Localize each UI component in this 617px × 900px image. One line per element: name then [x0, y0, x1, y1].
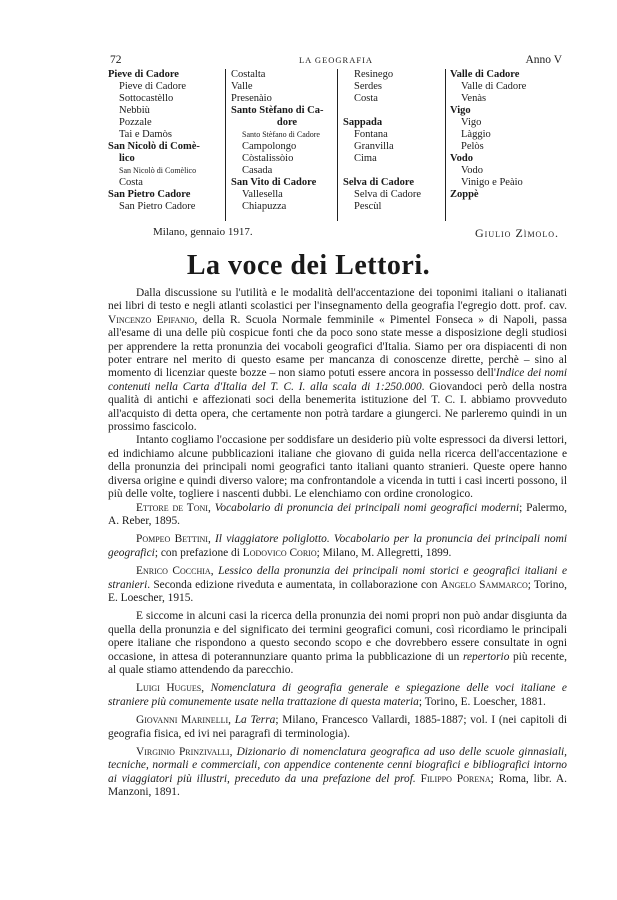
work-title: Il viaggiatore poliglotto. Vocabolario per la pronuncia dei principali nomi geografici [108, 533, 567, 559]
text-run: ; Roma, libr. A. Manzoni, 1891. [108, 772, 567, 799]
place-name: Vodo [461, 165, 483, 176]
paragraph [108, 287, 567, 434]
text-run: . Seconda edizione riveduta e aumentata, in collaborazione con [147, 578, 441, 591]
place-name: Costalta [231, 69, 266, 80]
author-name: Pompeo Bettini [136, 533, 208, 546]
journal-title: LA GEOGRAFIA [298, 55, 374, 65]
text-run: , [207, 501, 215, 514]
place-name: Valle [231, 81, 253, 92]
place-name: Cima [354, 153, 377, 164]
text-run: ; Torino, E. Loescher, 1881. [418, 695, 546, 708]
place-name: Pescùl [354, 201, 382, 212]
text-run: , della R. Scuola Normale femminile « Pimentel Fonseca » di Napoli, passa all'esame di una delle più cospicue fonti che da poco sono state messe a disposizione degli studiosi per apprendere la retta pronunzia dei vocaboli geografici d'Italia. Siamo per ora dispiacenti di non poter entrare nel merito di questo esame per mancanza di conoscenze dirette, perchè – sino al momento di licenziar queste bozze – non siamo potuti essere ancora in possesso dell' [108, 313, 567, 380]
place-name: Fontana [354, 129, 388, 140]
place-name: Vinigo e Peàio [461, 177, 523, 188]
text-run: . Giovandoci però della nostra qualità di antichi e affezionati soci della benemerita istituzione del T. C. I. abbiamo provveduto all'acquisto di detta opera, che certamente non potrà tardare a giungerci. Ne parleremo quindi in un prossimo fascicolo. [108, 380, 567, 434]
place-name: Serdes [354, 81, 382, 92]
place-name: Chiapuzza [242, 201, 287, 212]
place-name: Valle di Cadore [461, 81, 527, 92]
author-name: Filippo Porena [420, 772, 491, 785]
place-name: Pelòs [461, 141, 484, 152]
commune-heading: Pieve di Cadore [108, 69, 179, 80]
text-run: , [201, 682, 211, 695]
author-name: Giovanni Marinelli [136, 714, 229, 727]
section-title: La voce dei Lettori. [186, 250, 431, 281]
column-4 [445, 69, 568, 221]
text-run: più recente, al quale stiamo attendendo da parecchio. [108, 650, 567, 676]
place-name-columns [108, 69, 563, 219]
author-name: Angelo Sammarco [440, 578, 528, 591]
place-name: Nebbiù [119, 105, 150, 116]
commune-heading: Selva di Cadore [343, 177, 414, 188]
work-title: Lessico della pronunzia dei principali nomi storici e geografici italiani e stranieri [108, 565, 568, 591]
commune-heading: Zoppè [450, 189, 479, 200]
text-run: , [210, 565, 219, 578]
place-name: Costa [119, 177, 143, 188]
work-title: Dizionario di nomenclatura geografica ad uso delle scuole ginnasiali, tecniche, normali e commerciali, con appendice contenente cenni biografici e bibliografici intorno ai viaggiatori più illustri, preceduto da una prefazione del prof. [108, 746, 568, 785]
text-run: E siccome in alcuni casi la ricerca della pronunzia dei nomi propri non può andar disgiunta da quella della pronunzia e del significato dei termini geografici comuni, così ricordiamo le principali opere italiane che rispondono a questo secondo scopo e che dovrebbero essere consultate in ogni occasione, in attesa di poterannunziare quanto prima la pubblicazione di un [108, 610, 567, 663]
page-number: 72 [110, 54, 122, 66]
place-name: Venàs [461, 93, 487, 104]
paragraph [108, 714, 567, 741]
text-run: ; Palermo, A. Reber, 1895. [108, 501, 567, 527]
text-run: , [207, 533, 216, 546]
place-name: Còstalissòio [242, 153, 294, 164]
commune-heading: Vodo [450, 153, 473, 164]
paragraph [108, 746, 567, 800]
author-signature: Giulio Zìmolo. [475, 226, 559, 240]
work-title: La Terra [234, 714, 276, 727]
commune-heading: San Nicolò di Comè- [108, 141, 200, 152]
paragraph [108, 502, 567, 529]
place-name: Sottocastèllo [119, 93, 174, 104]
paragraph [108, 434, 567, 501]
text-run: ; Milano, M. Allegretti, 1899. [316, 546, 452, 559]
place-name: Làggio [461, 129, 491, 140]
place-name [343, 165, 453, 177]
place-name: Campolongo [242, 141, 297, 152]
place-name: Granvilla [354, 141, 394, 152]
paragraph [108, 533, 567, 560]
text-run: , [228, 714, 235, 727]
column-2 [225, 69, 343, 221]
volume-label: Anno V [525, 54, 562, 66]
author-name: Enrico Cocchia [136, 565, 211, 578]
commune-heading: Vigo [450, 105, 471, 116]
place-name: Casada [242, 165, 273, 176]
place-name: Costa [354, 93, 378, 104]
place-name: Pieve di Cadore [119, 81, 187, 92]
paragraph [108, 565, 567, 605]
paragraph [108, 682, 567, 709]
paragraph [108, 610, 567, 677]
author-name: Vincenzo Epifanio [108, 313, 195, 326]
place-name: San Nicolò di Comèlico [119, 166, 197, 175]
work-title: Nomenclatura di geografia generale e spiegazione delle voci italiane e straniere più comunemente usate nella trattazione di questa materia [108, 682, 567, 708]
commune-heading: dore [276, 117, 298, 128]
text-run: Intanto cogliamo l'occasione per soddisfare un desiderio più volte espressoci da diversi lettori, ed indichiamo alcune pubblicazioni italiane che giovano di guida nella ricerca dell'accentazione e della pronunzia dei principali nomi geografici tanto italiani quanto stranieri. Queste opere hanno diversa origine e quindi diverso valore; ma confrontandole a vicenda in tutti i casi incerti possono, il più delle volte, togliere i nascenti dubbi. Le elenchiamo con ordine cronologico. [108, 434, 567, 501]
text-run: ; Milano, Francesco Vallardi, 1885-1887; vol. I (nei capitoli di geografia fisica, ed ivi nei paragrafi di terminologia). [108, 714, 567, 740]
commune-heading: San Pietro Cadore [108, 189, 191, 200]
page-header [110, 54, 562, 68]
work-title: Vocabolario di pronuncia dei principali nomi geografici moderni [214, 501, 520, 514]
place-date: Milano, gennaio 1917. [153, 226, 253, 238]
place-name [343, 105, 453, 117]
column-3 [337, 69, 453, 221]
place-name: San Pietro Cadore [119, 201, 196, 212]
commune-heading: Sappada [343, 117, 383, 128]
commune-heading: lico [119, 153, 135, 164]
author-name: Ettore de Toni [136, 501, 208, 514]
author-name: Luigi Hugues [136, 682, 202, 695]
place-name: Selva di Cadore [354, 189, 422, 200]
commune-heading: San Vito di Cadore [231, 177, 317, 188]
text-run: ; Torino, E. Loescher, 1915. [108, 578, 567, 604]
text-run: ; con prefazione di [154, 546, 243, 559]
text-run: Dalla discussione su l'utilità e le modalità dell'accentazione dei toponimi italiani o italianati nei libri di testo e negli atlanti scolastici per l'insegnamento della geografia l'egregio dott. prof. cav. [108, 287, 567, 313]
commune-heading: Santo Stèfano di Ca- [231, 105, 324, 116]
place-name: Tai e Damòs [119, 129, 172, 140]
place-name: Pozzale [119, 117, 152, 128]
author-name: Lodovico Corio [242, 546, 317, 559]
place-name: Vigo [461, 117, 482, 128]
place-name: Resinego [354, 69, 394, 80]
place-name: Santo Stèfano di Cadore [242, 130, 320, 139]
author-name: Virginio Prinzivalli [136, 746, 230, 758]
place-name: Vallesella [242, 189, 283, 200]
work-title: repertorio [462, 650, 510, 663]
column-1 [108, 69, 222, 213]
commune-heading: Valle di Cadore [450, 69, 520, 80]
article-body [108, 287, 567, 800]
text-run: , [229, 746, 237, 758]
work-title: Indice dei nomi contenuti nella Carta d'Italia del T. C. I. alla scala di 1:250.000 [108, 367, 567, 393]
place-name: Presenàio [231, 93, 272, 104]
